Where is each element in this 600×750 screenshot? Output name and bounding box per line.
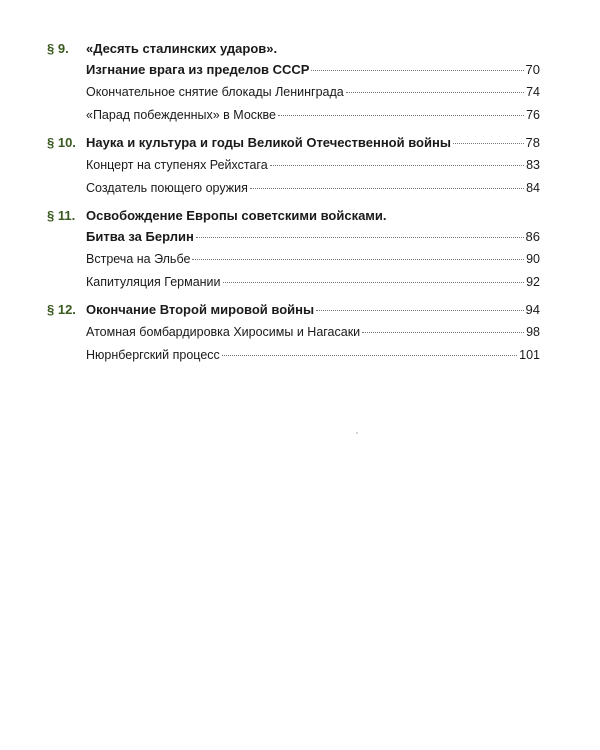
section-title-line2: Битва за Берлин <box>86 229 194 244</box>
toc-subentry[interactable] <box>86 249 540 270</box>
page-number: 98 <box>526 325 540 339</box>
toc-subentry[interactable] <box>86 155 540 176</box>
subentry-title: Атомная бомбардировка Хиросимы и Нагасаки <box>86 325 361 339</box>
page-number: 94 <box>525 302 540 317</box>
subentry-title: Создатель поющего оружия <box>86 181 248 195</box>
table-of-contents <box>0 38 600 366</box>
subentry-title: Нюрнбергский процесс <box>86 348 220 362</box>
toc-entry[interactable] <box>86 299 540 320</box>
page-number: 83 <box>526 158 540 172</box>
toc-subentry[interactable] <box>86 178 540 199</box>
page-number: 84 <box>526 181 540 195</box>
section-title-line1: «Десять сталинских ударов». <box>86 41 278 56</box>
toc-section-11 <box>0 205 600 293</box>
toc-section-9 <box>0 38 600 126</box>
section-number: § 12. <box>47 302 76 317</box>
section-number: § 10. <box>47 135 76 150</box>
dot-leader <box>196 237 524 238</box>
dot-leader <box>453 143 524 144</box>
dot-leader <box>278 115 524 116</box>
dot-leader <box>346 92 524 93</box>
page-number: 76 <box>526 108 540 122</box>
dot-leader <box>270 165 524 166</box>
subentry-title: Окончательное снятие блокады Ленинграда <box>86 85 344 99</box>
section-title: Наука и культура и годы Великой Отечественной войны <box>86 135 451 150</box>
dot-leader <box>311 70 523 71</box>
subentry-title: Концерт на ступенях Рейхстага <box>86 158 268 172</box>
page-number: 101 <box>519 348 540 362</box>
dot-leader <box>250 188 524 189</box>
dot-leader <box>222 355 517 356</box>
toc-entry[interactable] <box>86 59 540 80</box>
dot-leader <box>223 282 525 283</box>
page-number: 92 <box>526 275 540 289</box>
subentry-title: Капитуляция Германии <box>86 275 221 289</box>
section-title-line1: Освобождение Европы советскими войсками. <box>86 208 387 223</box>
section-number: § 11. <box>47 208 76 223</box>
page-number: 70 <box>525 62 540 77</box>
toc-subentry[interactable] <box>86 105 540 126</box>
toc-subentry[interactable] <box>86 272 540 293</box>
print-speck <box>356 432 358 434</box>
dot-leader <box>192 259 524 260</box>
page-number: 78 <box>525 135 540 150</box>
dot-leader <box>316 310 523 311</box>
page-number: 86 <box>525 229 540 244</box>
toc-subentry[interactable] <box>86 82 540 103</box>
toc-entry[interactable] <box>86 132 540 153</box>
subentry-title: Встреча на Эльбе <box>86 252 191 266</box>
toc-section-10 <box>0 132 600 199</box>
section-number: § 9. <box>47 41 69 56</box>
page-number: 90 <box>526 252 540 266</box>
page-number: 74 <box>526 85 540 99</box>
section-title: Окончание Второй мировой войны <box>86 302 315 317</box>
toc-entry[interactable] <box>86 226 540 247</box>
toc-subentry[interactable] <box>86 345 540 366</box>
toc-section-12 <box>0 299 600 366</box>
subentry-title: «Парад побежденных» в Москве <box>86 108 276 122</box>
section-title-line2: Изгнание врага из пределов СССР <box>86 62 310 77</box>
dot-leader <box>362 332 524 333</box>
toc-subentry[interactable] <box>86 322 540 343</box>
